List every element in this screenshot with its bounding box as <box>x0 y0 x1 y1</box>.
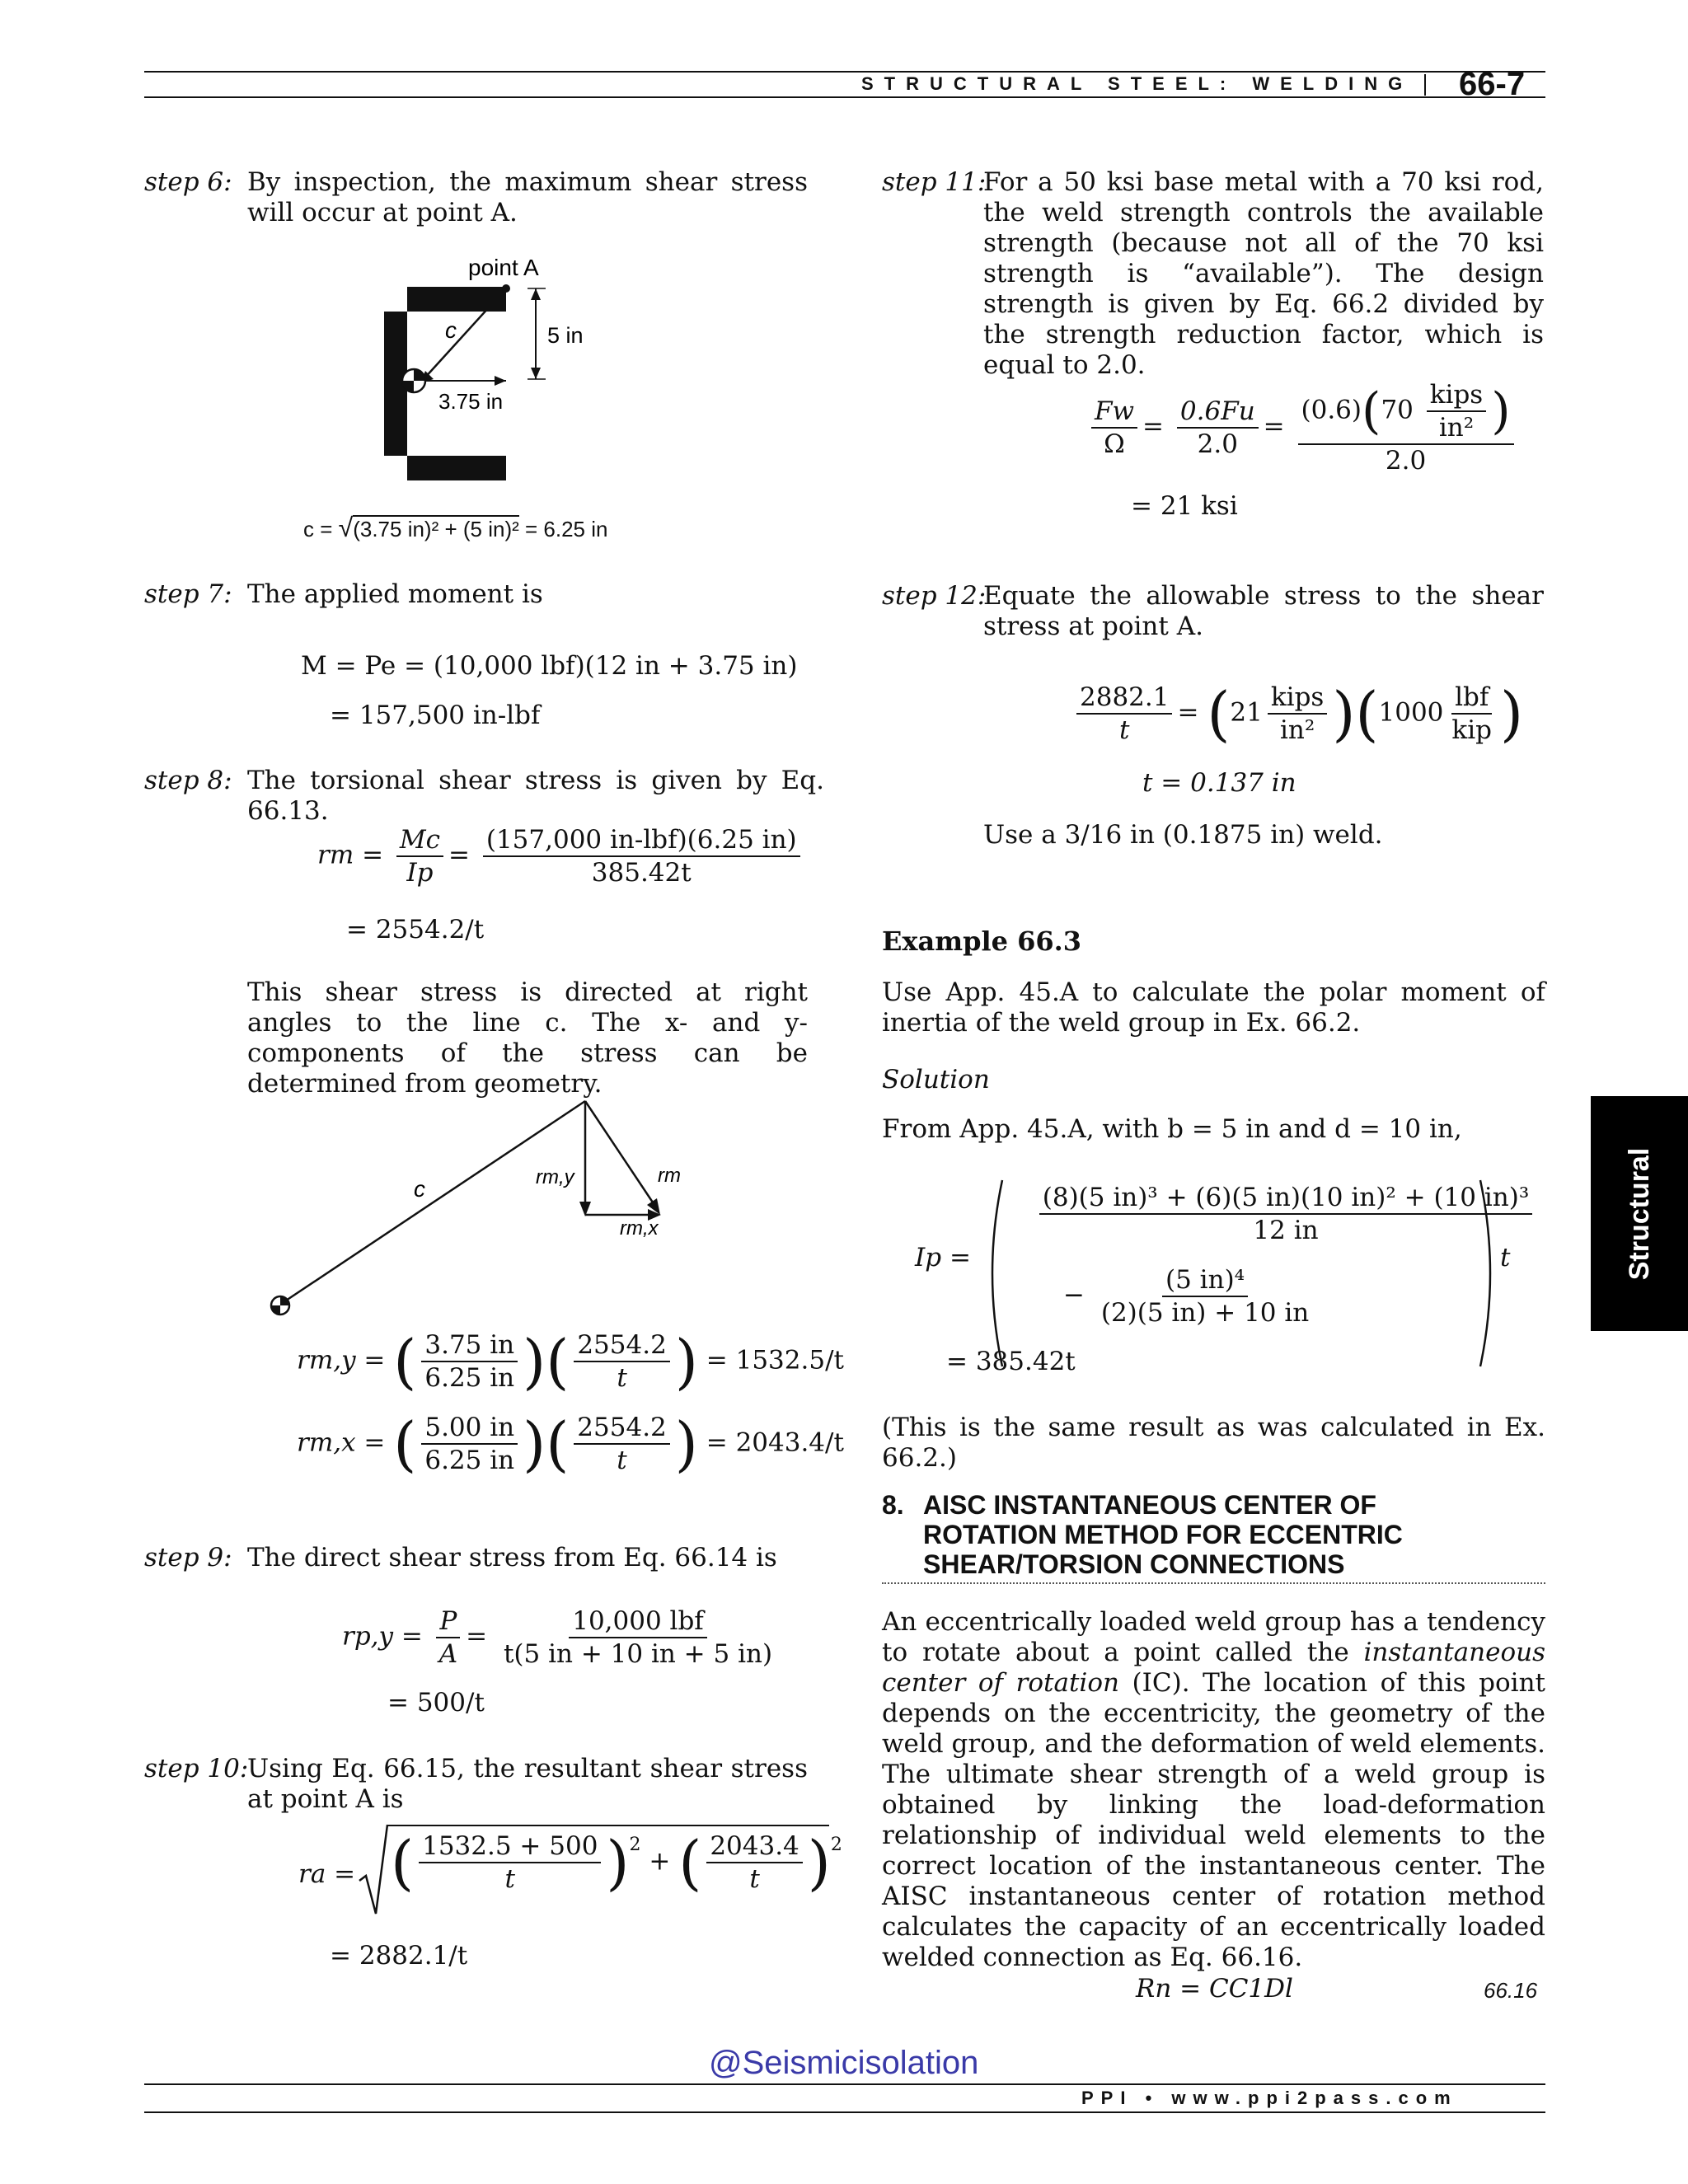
frac-den: 6.25 in <box>424 1446 515 1475</box>
frac-stress-t <box>1076 682 1172 746</box>
frac-p-a <box>436 1605 461 1670</box>
radical-bar <box>387 1825 829 1826</box>
minus-sign: − <box>1063 1280 1085 1310</box>
rmy-lhs: rm,y = <box>297 1345 386 1376</box>
step9-text: The direct shear stress from Eq. 66.14 is <box>247 1543 777 1572</box>
section-body-before: An eccentrically loaded weld group has a tendency to rotate about a point called the <box>882 1607 1545 1667</box>
frac-num: 10,000 lbf <box>569 1605 707 1638</box>
frac-mc-ip <box>396 824 443 888</box>
value-21: 21 <box>1230 697 1263 728</box>
point-a-label: point A <box>468 255 539 280</box>
footer-rule-top <box>144 2083 1545 2085</box>
section-body-after: (IC). The location of this point depends on the eccentricity, the geometry of the weld group, and the deformation of weld elements. The ultimate shear strength of a weld group is obtained by linking the load-deformation relationship of individual weld elements to the correct location of the instantaneous center. The AISC instantaneous center of rotation method calculates the capacity of an eccentrically loaded welded connection as Eq. 66.16. <box>882 1668 1546 1972</box>
eq-66-16-number: 66.16 <box>1484 1978 1538 2003</box>
frac-den: t <box>749 1864 760 1894</box>
thickness-result: t = 0.137 in <box>1142 768 1296 798</box>
c-line <box>279 1101 585 1305</box>
frac-ratio <box>421 1329 518 1394</box>
big-paren-right <box>1477 1179 1502 1368</box>
sqrt-symbol <box>358 1821 391 1920</box>
exponent: 2 <box>629 1835 641 1855</box>
frac-num: 3.75 in <box>421 1329 518 1362</box>
step10-label: step 10: <box>144 1754 249 1783</box>
frac-den: t <box>1119 715 1130 745</box>
frac-num: (157,000 in-lbf)(6.25 in) <box>483 824 800 857</box>
frac-num: 2554.2 <box>574 1412 669 1445</box>
frac-num: (5 in)⁴ <box>1162 1264 1248 1297</box>
section-number: 8. <box>882 1490 904 1520</box>
rmx-lhs: rm,x = <box>297 1427 386 1458</box>
horizontal-dim-arrow-right <box>495 376 506 386</box>
step6-label: step 6: <box>144 167 232 197</box>
vertical-dim-label: 5 in <box>547 323 584 348</box>
page-number: 66-7 <box>1459 66 1526 102</box>
frac-num: Mc <box>396 824 443 857</box>
paren-close: ) <box>606 1828 630 1897</box>
thickness-eq: $\frac{2882.1}{t}$ = (21 $\frac{\text{kips}}{\text{in²}}$ )(1000 $\frac{\text{lbf}}{\text{kip}}$ ) <box>1071 681 1523 747</box>
frac-den: t(5 in + 10 in + 5 in) <box>503 1639 773 1669</box>
value-1000: 1000 <box>1378 697 1444 728</box>
resultant-result: = 2882.1/t <box>330 1941 468 1971</box>
c-formula-prefix: c = <box>303 517 339 541</box>
step12-text: Equate the allowable stress to the shear stress at point A. <box>983 581 1544 641</box>
step8-text: The torsional shear stress is given by Eq. 66.13. <box>247 766 824 826</box>
torsional-stress-result: = 2554.2/t <box>346 915 485 944</box>
geometry-paragraph: This shear stress is directed at right angles to the line c. The x- and y-components of the stress can be determined from geometry. <box>247 977 808 1099</box>
frac-den: in² <box>1279 715 1315 745</box>
paren-close: ) <box>1499 679 1524 748</box>
section-body <box>882 1607 1545 1973</box>
rmy-equation <box>297 1329 844 1394</box>
rm-lhs: rm = <box>317 840 384 870</box>
frac-numeric <box>1298 379 1514 476</box>
frac-den: Ip <box>406 858 434 888</box>
centroid-icon <box>402 369 425 392</box>
rmx-label: rm,x <box>620 1217 659 1240</box>
moment-eq-line1: M = Pe = (10,000 lbf)(12 in + 3.75 in) <box>301 651 798 681</box>
rpy-lhs: rp,y = <box>342 1621 423 1652</box>
rm-vector <box>585 1101 658 1210</box>
value: 70 <box>1381 395 1414 425</box>
paren-open: ( <box>1355 679 1379 748</box>
section-title-line1: AISC INSTANTANEOUS CENTER OF <box>923 1490 1376 1520</box>
step11-text: For a 50 ksi base metal with a 70 ksi rod, the weld strength controls the available strength (because not all of the 70 ksi strength is “available”). The design strength is given by Eq. 66.2 divided by the strength reduction factor, which is equal to 2.0. <box>983 167 1544 380</box>
weld-size-text: Use a 3/16 in (0.1875 in) weld. <box>983 820 1383 850</box>
frac-den: t <box>617 1446 627 1475</box>
frac-units <box>1427 379 1486 443</box>
frac-den: 2.0 <box>1197 429 1238 459</box>
centroid-icon <box>271 1296 289 1315</box>
frac-den: t <box>504 1864 515 1894</box>
vertical-dim-arrow-top <box>531 288 541 300</box>
frac-num: 2554.2 <box>574 1329 669 1362</box>
fig2-c-label: c <box>414 1176 425 1202</box>
paren-open: ( <box>1207 679 1231 748</box>
frac-kips-in2 <box>1268 682 1327 746</box>
frac-den: in² <box>1438 413 1475 443</box>
rmx-equation <box>297 1411 844 1477</box>
rmy-label: rm,y <box>536 1166 574 1188</box>
frac-num: Fw <box>1091 396 1137 429</box>
frac-den: 6.25 in <box>424 1363 515 1393</box>
c-label: c <box>445 317 457 343</box>
section-body-term: instantaneous center of rotation <box>882 1638 1545 1698</box>
c-formula <box>303 513 607 544</box>
weld-top-flange <box>407 287 506 312</box>
frac-num: 2882.1 <box>1076 682 1172 715</box>
frac-num: lbf <box>1451 682 1492 715</box>
frac-lbf-kip <box>1448 682 1495 746</box>
step9-label: step 9: <box>144 1543 232 1572</box>
coef: (0.6) <box>1301 395 1362 425</box>
frac-term1 <box>1039 1182 1533 1246</box>
step7-label: step 7: <box>144 579 232 609</box>
paren-open: ( <box>393 1327 417 1396</box>
ra-lhs: ra = <box>298 1859 356 1889</box>
direct-shear-result: = 500/t <box>387 1688 485 1718</box>
frac-ratio <box>421 1412 518 1476</box>
c-formula-result: = 6.25 in <box>518 517 608 541</box>
design-strength-eq: $\frac{Fw}{\Omega}$ = $\frac{0.6Fu}{2.0}$ = (0.6)(70 $\frac{\text{kips}}{\text{in²}}$ ) 2.0 <box>1086 379 1519 476</box>
side-tab <box>1591 1096 1688 1331</box>
c-formula-radicand: (3.75 in)² + (5 in)² <box>353 517 519 541</box>
frac-num: P <box>436 1605 460 1638</box>
ip-lhs: Ip = <box>915 1243 971 1272</box>
paren-close: ) <box>674 1409 698 1479</box>
moment-eq-line2: = 157,500 in-lbf <box>330 701 541 730</box>
ip-tail-t: t <box>1500 1243 1511 1272</box>
watermark: @Seismicisolation <box>709 2045 979 2081</box>
frac-num: 1532.5 + 500 <box>419 1830 601 1863</box>
frac-first <box>419 1830 601 1895</box>
frac-num <box>1298 379 1514 445</box>
frac-num: kips <box>1268 682 1327 715</box>
frac-values <box>483 824 800 888</box>
frac-stress <box>574 1329 669 1394</box>
stress-components-figure <box>264 1088 709 1335</box>
rm-label: rm <box>658 1165 681 1187</box>
frac-stress <box>574 1412 669 1476</box>
exponent: 2 <box>830 1835 842 1855</box>
step7-text: The applied moment is <box>247 579 543 609</box>
section-heading-dotted-rule <box>882 1582 1545 1584</box>
torsional-stress-eq: rm = $\frac{Mc}{Ip}$ = $\frac{\text{(157,000 in-lbf)(6.25 in)}}{385.42t}$ <box>317 824 805 888</box>
example-statement: Use App. 45.A to calculate the polar moment of inertia of the weld group in Ex. 66.2. <box>882 977 1545 1038</box>
frac-values <box>500 1605 776 1670</box>
vertical-dim-arrow-bottom <box>531 368 541 379</box>
frac-fw-omega <box>1091 396 1137 460</box>
section-title-line2: ROTATION METHOD FOR ECCENTRIC <box>923 1520 1403 1549</box>
step12-label: step 12: <box>882 581 987 611</box>
frac-den: 2.0 <box>1385 446 1427 476</box>
rmx-result: = 2043.4/t <box>706 1427 844 1458</box>
step8-label: step 8: <box>144 766 232 795</box>
side-tab-label: Structural <box>1624 1147 1655 1281</box>
plus-sign: + <box>649 1846 671 1877</box>
example-note: (This is the same result as was calculated in Ex. 66.2.) <box>882 1413 1545 1473</box>
frac-num: 5.00 in <box>421 1412 518 1445</box>
weld-group-figure <box>363 247 593 486</box>
running-title: STRUCTURAL STEEL: WELDING <box>861 73 1414 94</box>
frac-den: (2)(5 in) + 10 in <box>1100 1298 1310 1328</box>
example-title: Example 66.3 <box>882 926 1082 957</box>
paren-open: ( <box>391 1828 415 1897</box>
section-title-line3: SHEAR/TORSION CONNECTIONS <box>923 1549 1345 1579</box>
paren-open: ( <box>393 1409 417 1479</box>
frac-num: kips <box>1427 379 1486 412</box>
paren-close: ) <box>807 1828 831 1897</box>
horizontal-dim-label: 3.75 in <box>438 389 504 414</box>
paren-close: ) <box>523 1409 546 1479</box>
paren-close: ) <box>674 1327 698 1396</box>
design-strength-result: = 21 ksi <box>1131 491 1238 521</box>
footer-site: PPI • www.ppi2pass.com <box>1081 2088 1458 2108</box>
paren-close: ) <box>1332 679 1356 748</box>
frac-term2 <box>1098 1264 1312 1329</box>
frac-den: 12 in <box>1253 1216 1319 1245</box>
frac-den: kip <box>1451 715 1492 745</box>
solution-label: Solution <box>882 1065 990 1094</box>
frac-den: A <box>438 1639 458 1669</box>
paren-open: ( <box>546 1327 570 1396</box>
paren-close: ) <box>1491 382 1511 440</box>
frac-num: 2043.4 <box>706 1830 802 1863</box>
direct-shear-eq: rp,y = $\frac{P}{A}$ = $\frac{\text{10,000 lbf}}{t(5 in + 10 in + 5 in)}$ <box>342 1605 781 1670</box>
frac-den: t <box>617 1363 627 1393</box>
frac-den: Ω <box>1104 429 1125 459</box>
step11-label: step 11: <box>882 167 987 197</box>
solution-from-text: From App. 45.A, with b = 5 in and d = 10 in, <box>882 1114 1462 1144</box>
paren-open: ( <box>546 1409 570 1479</box>
step10-text: Using Eq. 66.15, the resultant shear stress at point A is <box>247 1754 808 1814</box>
paren-open: ( <box>678 1828 702 1897</box>
rmy-result: = 1532.5/t <box>706 1345 844 1376</box>
frac-second <box>706 1830 802 1895</box>
frac-06fu <box>1177 396 1259 460</box>
big-paren-left <box>981 1179 1006 1368</box>
frac-den: 385.42t <box>591 858 692 888</box>
step6-text: By inspection, the maximum shear stress will occur at point A. <box>247 167 808 227</box>
frac-num: 0.6Fu <box>1177 396 1259 429</box>
polar-moment-result: = 385.42t <box>946 1347 1076 1376</box>
paren-open: ( <box>1362 382 1381 440</box>
weld-bottom-flange <box>407 456 506 480</box>
sqrt-symbol: √ <box>338 513 354 542</box>
eq-66-16: Rn = CC1Dl <box>1136 1974 1293 2004</box>
footer-rule-bottom <box>144 2111 1545 2113</box>
frac-num: (8)(5 in)³ + (6)(5 in)(10 in)² + (10 in)³ <box>1039 1182 1533 1215</box>
header-title-divider <box>1424 74 1426 96</box>
paren-close: ) <box>523 1327 546 1396</box>
